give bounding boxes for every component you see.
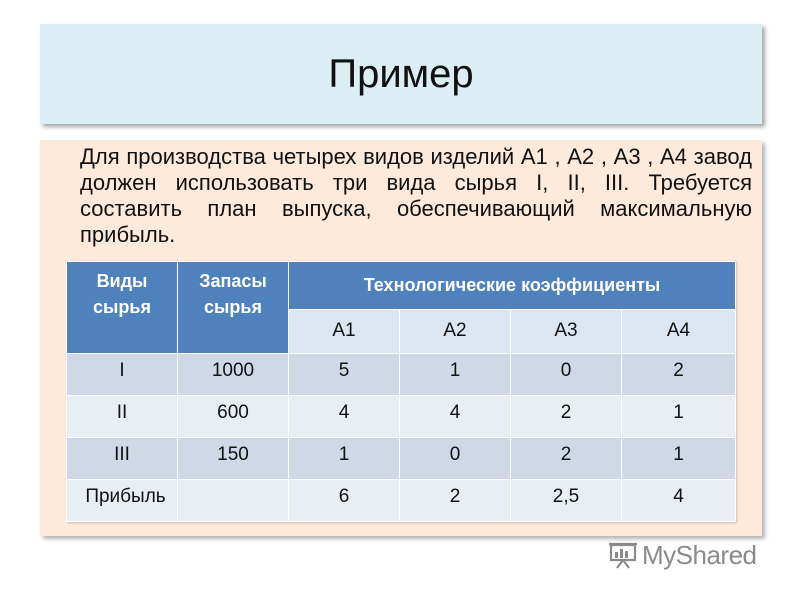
slide-title: Пример bbox=[328, 51, 474, 96]
row-stock: 150 bbox=[178, 438, 289, 480]
row-coef: 4 bbox=[622, 480, 736, 522]
row-raw-type: I bbox=[67, 354, 178, 396]
row-coef: 2 bbox=[511, 438, 622, 480]
row-coef: 2 bbox=[622, 354, 736, 396]
table-row bbox=[67, 438, 736, 480]
watermark-logo bbox=[608, 538, 768, 572]
row-coef: 2,5 bbox=[511, 480, 622, 522]
content-box bbox=[40, 140, 762, 536]
presentation-board-icon bbox=[608, 540, 638, 570]
row-coef: 2 bbox=[400, 480, 511, 522]
row-coef: 0 bbox=[511, 354, 622, 396]
table-row bbox=[67, 396, 736, 438]
watermark-text: MyShared bbox=[642, 539, 757, 570]
row-profit-label: Прибыль bbox=[67, 480, 178, 522]
header-stock: Запасы сырья bbox=[178, 262, 289, 354]
row-coef: 1 bbox=[289, 438, 400, 480]
table-row-profit bbox=[67, 480, 736, 522]
row-coef: 5 bbox=[289, 354, 400, 396]
header-coefficients: Технологические коэффициенты bbox=[289, 262, 736, 310]
row-stock: 1000 bbox=[178, 354, 289, 396]
row-coef: 4 bbox=[289, 396, 400, 438]
title-box bbox=[40, 24, 762, 124]
header-raw-type: Виды сырья bbox=[67, 262, 178, 354]
row-stock: 600 bbox=[178, 396, 289, 438]
row-coef: 2 bbox=[511, 396, 622, 438]
row-raw-type: III bbox=[67, 438, 178, 480]
row-stock bbox=[178, 480, 289, 522]
row-coef: 4 bbox=[400, 396, 511, 438]
coefficients-table bbox=[66, 261, 736, 522]
row-coef: 0 bbox=[400, 438, 511, 480]
header-a3: А3 bbox=[511, 309, 622, 353]
header-a4: А4 bbox=[622, 309, 736, 353]
table-row bbox=[67, 354, 736, 396]
row-coef: 6 bbox=[289, 480, 400, 522]
row-coef: 1 bbox=[400, 354, 511, 396]
row-coef: 1 bbox=[622, 438, 736, 480]
header-a1: А1 bbox=[289, 309, 400, 353]
problem-paragraph: Для производства четырех видов изделий А1 , А2 , А3 , А4 завод должен использовать три вида сырья I, II, III. Требуется составить план выпуска, обеспечивающий максимальную прибыль. bbox=[80, 144, 752, 247]
row-coef: 1 bbox=[622, 396, 736, 438]
row-raw-type: II bbox=[67, 396, 178, 438]
header-a2: А2 bbox=[400, 309, 511, 353]
